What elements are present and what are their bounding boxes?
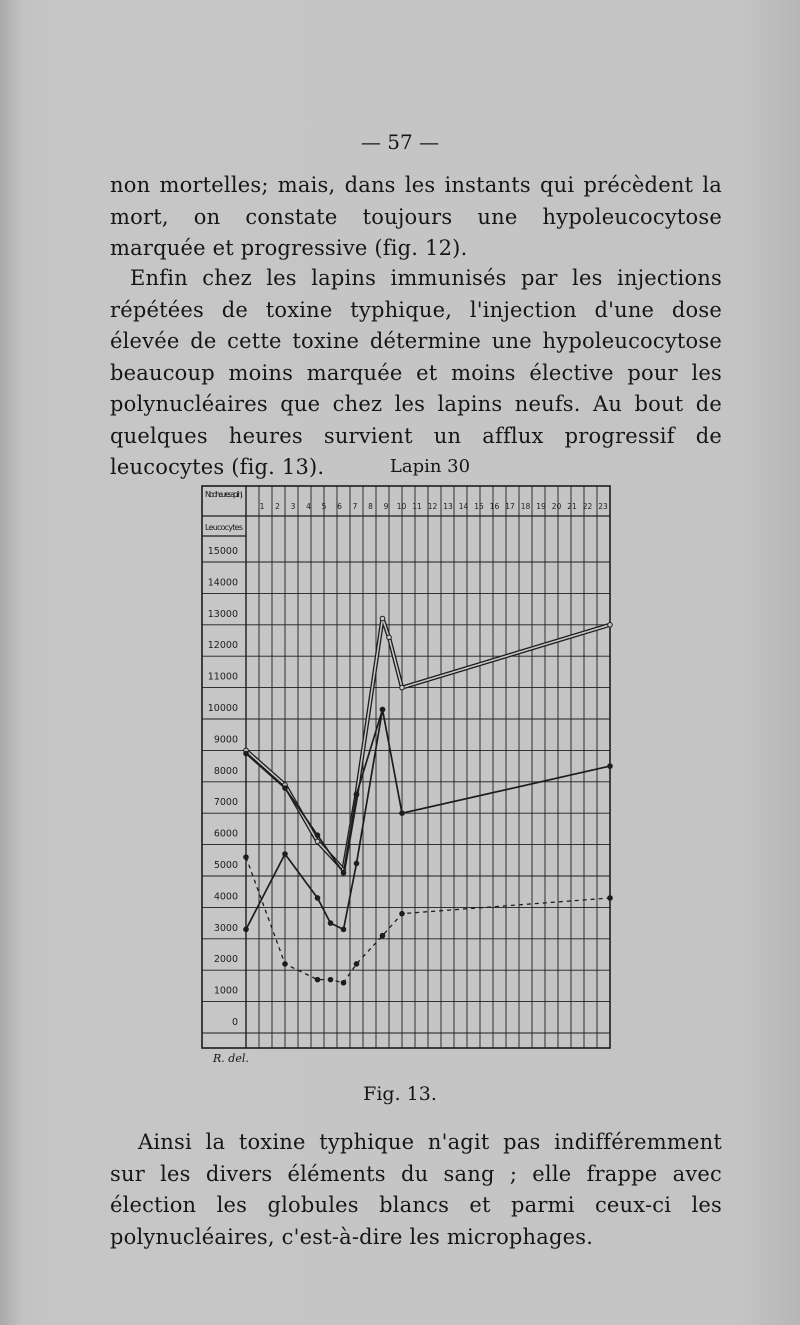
x-tick-label: 14 (458, 502, 469, 511)
y-tick-label: 14000 (207, 577, 238, 589)
series-point (315, 896, 320, 901)
series-point (315, 839, 320, 844)
series-point (380, 616, 385, 621)
x-tick-label: 1 (259, 502, 265, 511)
series-point (328, 977, 333, 982)
x-tick-label: 11 (412, 502, 422, 511)
series-point (244, 855, 249, 860)
paragraph-3: Ainsi la toxine typhique n'agit pas indifféremment sur les divers éléments du sang ; elle frappe avec élection les globules blancs et parmi ceux-ci les polynucléaires, c'est-à-dire les microphages. (110, 1130, 722, 1249)
page-number: — 57 — (360, 130, 440, 154)
x-tick-label: 5 (321, 502, 327, 511)
series-point (244, 927, 249, 932)
header-leucocytes-label: Leucocytes (205, 523, 243, 532)
y-tick-label: 13000 (207, 608, 238, 620)
y-tick-label: 4000 (213, 891, 238, 903)
series-point (315, 833, 320, 838)
series-point (354, 861, 359, 866)
series-point (608, 623, 613, 628)
x-tick-label: 12 (427, 502, 438, 511)
x-tick-label: 21 (567, 502, 577, 511)
x-tick-label: 16 (489, 502, 500, 511)
y-tick-label: 12000 (207, 640, 238, 652)
series-point (341, 871, 346, 876)
series-point (400, 811, 405, 816)
x-tick-label: 19 (536, 502, 546, 511)
series-point (328, 921, 333, 926)
y-tick-label: 8000 (213, 765, 238, 777)
y-tick-label: 11000 (207, 671, 238, 683)
y-tick-label: 1000 (213, 985, 238, 997)
x-tick-label: 23 (598, 502, 608, 511)
x-tick-label: 15 (474, 502, 484, 511)
y-tick-label: 5000 (213, 860, 238, 871)
y-tick-label: 3000 (213, 922, 238, 934)
x-tick-label: 18 (520, 502, 531, 511)
x-tick-label: 8 (368, 502, 373, 511)
series-line-solid (246, 710, 383, 930)
x-tick-label: 10 (396, 502, 407, 511)
series-point (400, 911, 405, 916)
x-tick-label: 6 (337, 502, 342, 511)
series-point (244, 751, 249, 756)
series-point (387, 635, 392, 640)
y-tick-label: 7000 (213, 797, 238, 809)
series-point (341, 927, 346, 932)
series-point (315, 977, 320, 982)
x-tick-label: 4 (306, 502, 311, 511)
chart-labels (205, 490, 608, 1028)
series-point (283, 962, 288, 967)
x-tick-label: 9 (383, 502, 389, 511)
illustrator-signature: R. del. (213, 1052, 249, 1065)
series-point (400, 685, 405, 690)
figure-caption: Fig. 13. (363, 1083, 437, 1105)
y-tick-label: 15000 (207, 546, 238, 557)
y-tick-label: 10000 (207, 703, 238, 714)
y-tick-label: 0 (231, 1017, 238, 1028)
x-tick-label: 13 (443, 502, 453, 511)
x-tick-label: 3 (290, 502, 296, 511)
paragraph-1: non mortelles; mais, dans les instants qui précèdent la mort, on constate toujours une hypoleucocytose marquée et progressive (fig. 12). (110, 173, 722, 260)
y-tick-label: 9000 (213, 734, 238, 746)
x-tick-label: 17 (505, 502, 515, 511)
series-point (354, 792, 359, 797)
series-point (380, 933, 385, 938)
series-point (608, 764, 613, 769)
series-point (283, 852, 288, 857)
y-tick-label: 6000 (213, 828, 238, 840)
x-tick-label: 2 (275, 502, 280, 511)
paragraph-2: Enfin chez les lapins immunisés par les injections répétées de toxine typhique, l'injection d'une dose élevée de cette toxine détermine une hypoleucocytose beaucoup moins marquée et moins élective pour les polynucléaires que chez les lapins neufs. Au bout de quelques heures survient un afflux progressif de leucocytes (fig. 13). (110, 266, 722, 479)
x-tick-label: 20 (551, 502, 562, 511)
y-tick-label: 2000 (213, 954, 238, 966)
x-tick-label: 7 (352, 502, 358, 511)
series-point (341, 980, 346, 985)
series-point (380, 707, 385, 712)
series-point (354, 962, 359, 967)
series-point (608, 896, 613, 901)
header-hours-label: Nb d'heures ap. l inj. (205, 490, 243, 499)
x-tick-label: 22 (582, 502, 593, 511)
chart-title: Lapin 30 (389, 456, 471, 477)
series-point (283, 786, 288, 791)
